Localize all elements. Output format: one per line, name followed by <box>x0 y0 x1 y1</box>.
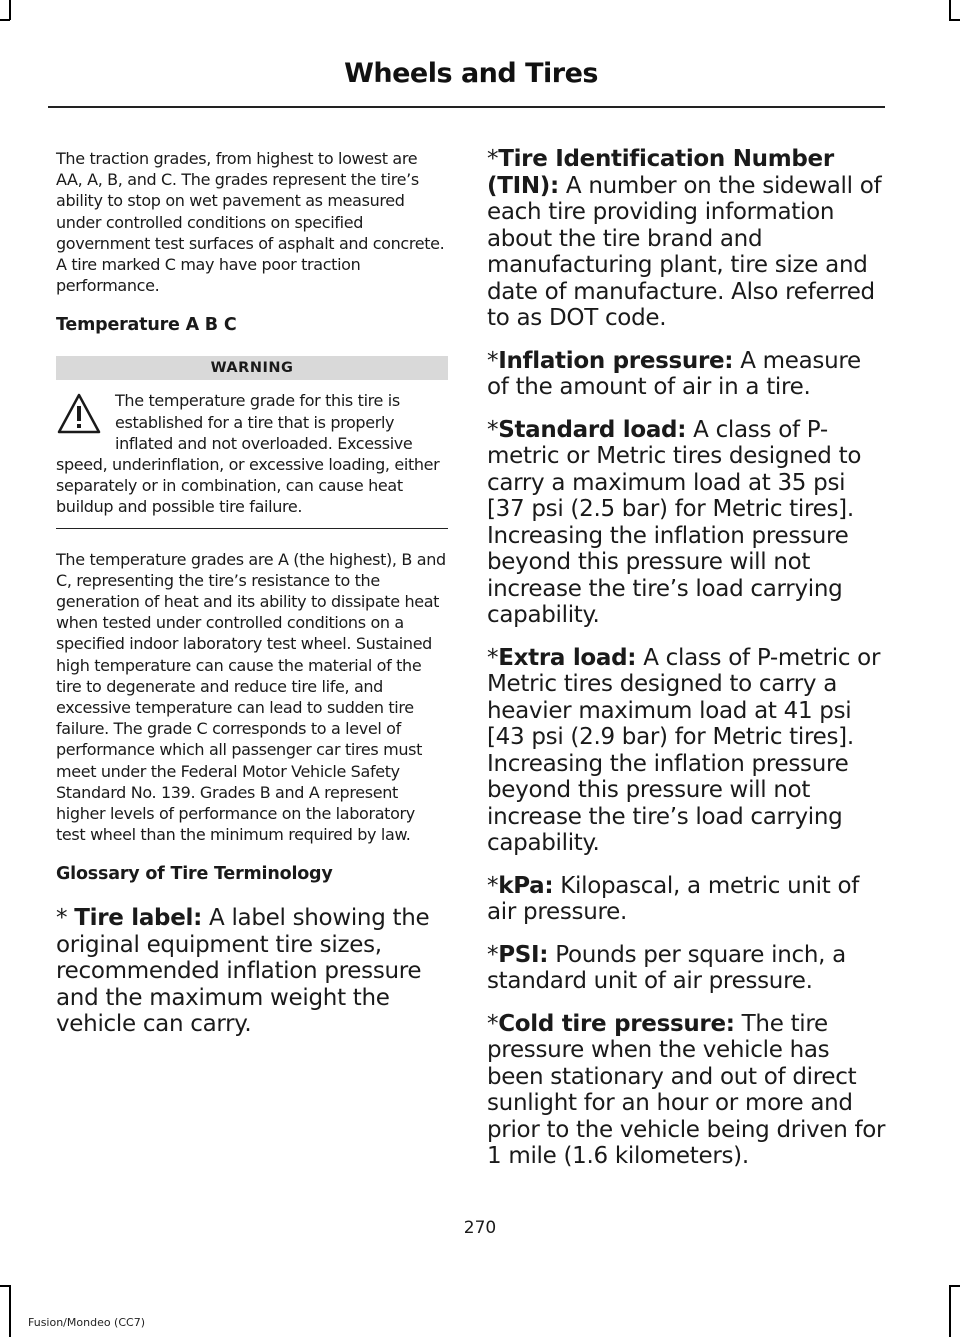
warning-triangle-icon <box>56 392 102 436</box>
glossary-entry-psi <box>487 942 887 995</box>
glossary-prefix: * <box>487 872 499 899</box>
warning-body <box>56 390 448 528</box>
glossary-term: Inflation pressure: <box>498 347 734 374</box>
glossary-entry-extra-load <box>487 645 887 857</box>
glossary-term: Tire Identification Number (TIN): <box>487 146 834 199</box>
glossary-prefix: * <box>487 347 499 374</box>
crop-mark <box>949 1285 951 1337</box>
glossary-term: kPa: <box>498 872 554 899</box>
header-divider <box>48 106 885 108</box>
glossary-definition: A class of P-metric or Metric tires designed to carry a maximum load at 35 psi [37 psi (2.5 bar) for Metric tires]. Increasing the inflation pressure beyond this pressure will not increase the tire’s load carrying capability. <box>487 416 862 628</box>
glossary-entry-tin <box>487 146 887 332</box>
glossary-definition: The tire pressure when the vehicle has been stationary and out of direct sunlight for an hour or more and prior to the vehicle being driven for 1 mile (1.6 kilometers). <box>487 1010 886 1169</box>
glossary-definition: Kilopascal, a metric unit of air pressure. <box>487 872 860 925</box>
crop-mark <box>949 1285 960 1287</box>
temperature-heading: Temperature A B C <box>56 315 237 336</box>
glossary-entry-kpa <box>487 873 887 926</box>
crop-mark <box>949 19 960 21</box>
glossary-term: PSI: <box>498 941 549 968</box>
warning-text: The temperature grade for this tire is established for a tire that is properly inflated and not overloaded. Excessive speed, underinflation, or excessive loading, either separately or in combination, can cause heat buildup and possible tire failure. <box>56 391 440 517</box>
right-column <box>487 146 887 1186</box>
warning-box <box>56 356 448 528</box>
glossary-definition: A measure of the amount of air in a tire. <box>487 347 861 400</box>
glossary-prefix: * <box>487 416 499 443</box>
glossary-entry-standard-load <box>487 417 887 629</box>
glossary-entry-tire-label <box>56 905 448 1038</box>
glossary-prefix: * <box>56 905 75 932</box>
page-title: Wheels and Tires <box>344 58 598 89</box>
glossary-definition: A class of P-metric or Metric tires designed to carry a heavier maximum load at 41 psi [43 psi (2.9 bar) for Metric tires]. Increasing the inflation pressure beyond this pressure will not increase the tire’s load carrying capability. <box>487 644 881 856</box>
glossary-prefix: * <box>487 1010 499 1037</box>
page-number: 270 <box>463 1218 497 1238</box>
crop-mark <box>9 0 11 20</box>
glossary-term: Extra load: <box>498 644 637 671</box>
glossary-definition: A label showing the original equipment tire sizes, recommended inflation pressure and the maximum weight the vehicle can carry. <box>56 905 430 1038</box>
glossary-entry-cold-tire-pressure <box>487 1011 887 1170</box>
glossary-prefix: * <box>487 941 499 968</box>
crop-mark <box>0 1285 10 1287</box>
crop-mark <box>0 19 10 21</box>
left-column <box>56 148 448 1054</box>
document-id: Fusion/Mondeo (CC7) <box>28 1316 146 1329</box>
glossary-prefix: * <box>487 644 499 671</box>
glossary-term: Standard load: <box>498 416 687 443</box>
traction-grades-paragraph: The traction grades, from highest to lowest are AA, A, B, and C. The grades represent the tire’s ability to stop on wet pavement as measured under controlled conditions on specified government test surfaces of asphalt and concrete. A tire marked C may have poor traction performance. <box>56 149 445 296</box>
glossary-entry-inflation-pressure <box>487 348 887 401</box>
temperature-grades-paragraph: The temperature grades are A (the highest), B and C, representing the tire’s resistance to the generation of heat and its ability to dissipate heat when tested under controlled conditions on a specified indoor laboratory test wheel. Sustained high temperature can cause the material of the tire to degenerate and reduce tire life, and excessive temperature can lead to sudden tire failure. The grade C corresponds to a level of performance which all passenger car tires must meet under the Federal Motor Vehicle Safety Standard No. 139. Grades B and A represent higher levels of performance on the laboratory test wheel than the minimum required by law. <box>56 549 446 845</box>
glossary-heading: Glossary of Tire Terminology <box>56 864 333 885</box>
glossary-definition: Pounds per square inch, a standard unit of air pressure. <box>487 941 846 994</box>
glossary-term: Cold tire pressure: <box>498 1010 735 1037</box>
crop-mark <box>9 1285 11 1337</box>
crop-mark <box>949 0 951 20</box>
glossary-prefix: * <box>487 146 499 172</box>
warning-label: WARNING <box>56 356 448 380</box>
glossary-definition: A number on the sidewall of each tire providing information about the tire brand and manufacturing plant, tire size and date of manufacture. Also referred to as DOT code. <box>487 172 882 331</box>
glossary-term: Tire label: <box>74 905 202 932</box>
